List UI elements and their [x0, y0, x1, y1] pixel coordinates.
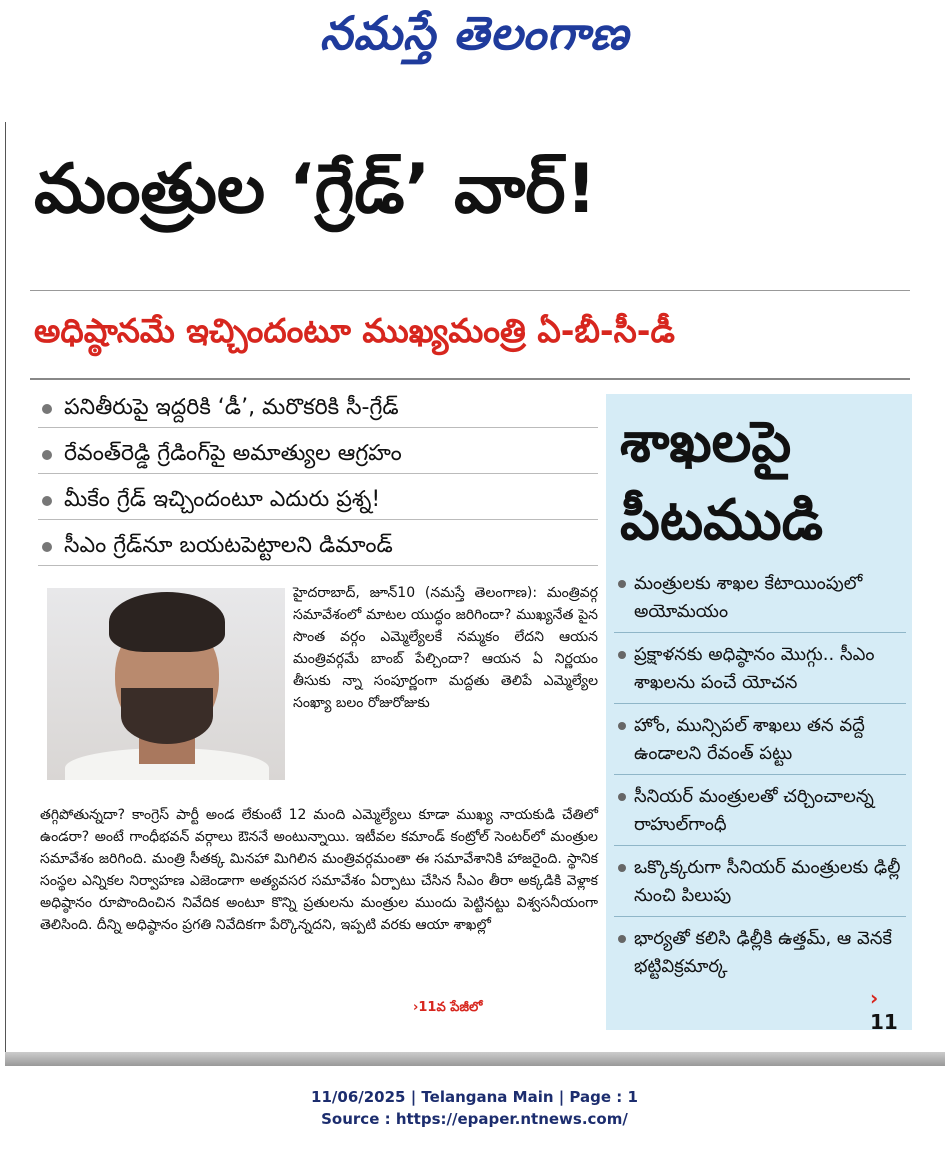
- continued-on-page-link[interactable]: ›11వ పేజీలో: [413, 1000, 483, 1015]
- bullet-item: మీకేం గ్రేడ్ ఇచ్చిందంటూ ఎదురు ప్రశ్న!: [38, 480, 598, 520]
- footer-edition-line: 11/06/2025 | Telangana Main | Page : 1: [311, 1088, 638, 1106]
- sidebar-jump-page: 11: [870, 1010, 898, 1034]
- sidebar-continued-link[interactable]: [870, 986, 912, 1034]
- article-paragraph-main: తగ్గిపోతున్నదా? కాంగ్రెస్ పార్టీ అండ లేకుంటే 12 మంది ఎమ్మెల్యేలు కూడా ముఖ్య నాయకుడి చేతిలో ఉండరా? అంటే గాంధీభవన్ వర్గాలు ఔననే అంటున్నాయి. ఇటీవల కమాండ్ కంట్రోల్ సెంటర్‌లో మంత్రుల సమావేశం జరిగింది. మంత్రి సీతక్క మినహా మిగిలిన మంత్రివర్గమంతా ఈ సమావేశానికి హాజరైంది. స్థానిక సంస్థల ఎన్నికల నిర్వాహణ ఎజెండాగా అత్యవసర సమావేశం ఏర్పాటు చేసిన సీఎం తీరా అక్కడికి వెళ్లాక అధిష్ఠానం రూపొందించిన నివేదిక అంటూ కొన్ని ప్రతులను మంత్రుల ముందు పెట్టినట్టు విశ్వసనీయంగా తెలిసింది. దీన్ని అధిష్ఠానం ప్రగతి నివేదికగా పేర్కొన్నదని, ఇప్పటి వరకు ఆయా శాఖల్లో: [40, 807, 598, 933]
- highlight-bullets: [38, 388, 598, 572]
- page-bottom-edge: [5, 1052, 945, 1066]
- bullet-item: రేవంత్‌రెడ్డి గ్రేడింగ్‌పై అమాత్యుల ఆగ్రహం: [38, 434, 598, 474]
- headline-divider: [30, 290, 910, 291]
- subhead-divider: [30, 378, 910, 380]
- sidebar-item: భార్యతో కలిసి ఢిల్లీకి ఉత్తమ్, ఆ వెనకే భట్టివిక్రమార్క: [614, 921, 906, 987]
- article-body-top: [293, 582, 598, 714]
- chief-minister-photo: [47, 588, 285, 780]
- sub-headline: అధిష్ఠానమే ఇచ్చిందంటూ ముఖ్యమంత్రి ఏ-బీ-సీ-డీ: [34, 311, 675, 350]
- page-footer: [0, 1086, 949, 1130]
- sidebar-list: [614, 566, 906, 991]
- sidebar-item: మంత్రులకు శాఖల కేటాయింపులో అయోమయం: [614, 566, 906, 633]
- sidebar-item: ప్రక్షాళనకు అధిష్ఠానం మొగ్గు.. సీఎం శాఖలను పంచే యోచన: [614, 637, 906, 704]
- main-headline: మంత్రుల ‘గ్రేడ్’ వార్!: [34, 150, 597, 229]
- sidebar-box: [606, 394, 912, 1034]
- newspaper-masthead: నమస్తే తెలంగాణ: [319, 6, 630, 60]
- sidebar-item: హోం, మున్సిపల్ శాఖలు తన వద్దే ఉండాలని రేవంత్ పట్టు: [614, 708, 906, 775]
- bullet-item: పనితీరుపై ఇద్దరికి ‘డీ’, మరొకరికి సీ-గ్రేడ్: [38, 388, 598, 428]
- article-body-main: [40, 804, 598, 936]
- sidebar-item: సీనియర్ మంత్రులతో చర్చించాలన్న రాహుల్‌గాంధీ: [614, 779, 906, 846]
- sidebar-title: శాఖలపై పీటముడి: [620, 410, 824, 553]
- bullet-item: సీఎం గ్రేడ్‌నూ బయటపెట్టాలని డిమాండ్: [38, 526, 598, 566]
- footer-source-line: Source : https://epaper.ntnews.com/: [321, 1110, 628, 1128]
- article-paragraph-top: హైదరాబాద్, జూన్10 (నమస్తే తెలంగాణ): మంత్రివర్గ సమావేశంలో మాటల యుద్ధం జరిగిందా? ముఖ్యనేత పైన సొంత వర్గం ఎమ్మెల్యేలకే నమ్మకం లేదని ఆయన మంత్రివర్గమే బాంబ్ పేల్చిందా? ఆయన ఏ నిర్ణయం తీసుకు న్నా సంపూర్ణంగా మద్దతు తెలిపే ఎమ్మెల్యేల సంఖ్యా బలం రోజురోజుకు: [293, 585, 598, 711]
- chevron-right-icon: ›: [870, 986, 879, 1010]
- sidebar-item: ఒక్కొక్కరుగా సీనియర్ మంత్రులకు ఢిల్లీ నుంచి పిలుపు: [614, 850, 906, 917]
